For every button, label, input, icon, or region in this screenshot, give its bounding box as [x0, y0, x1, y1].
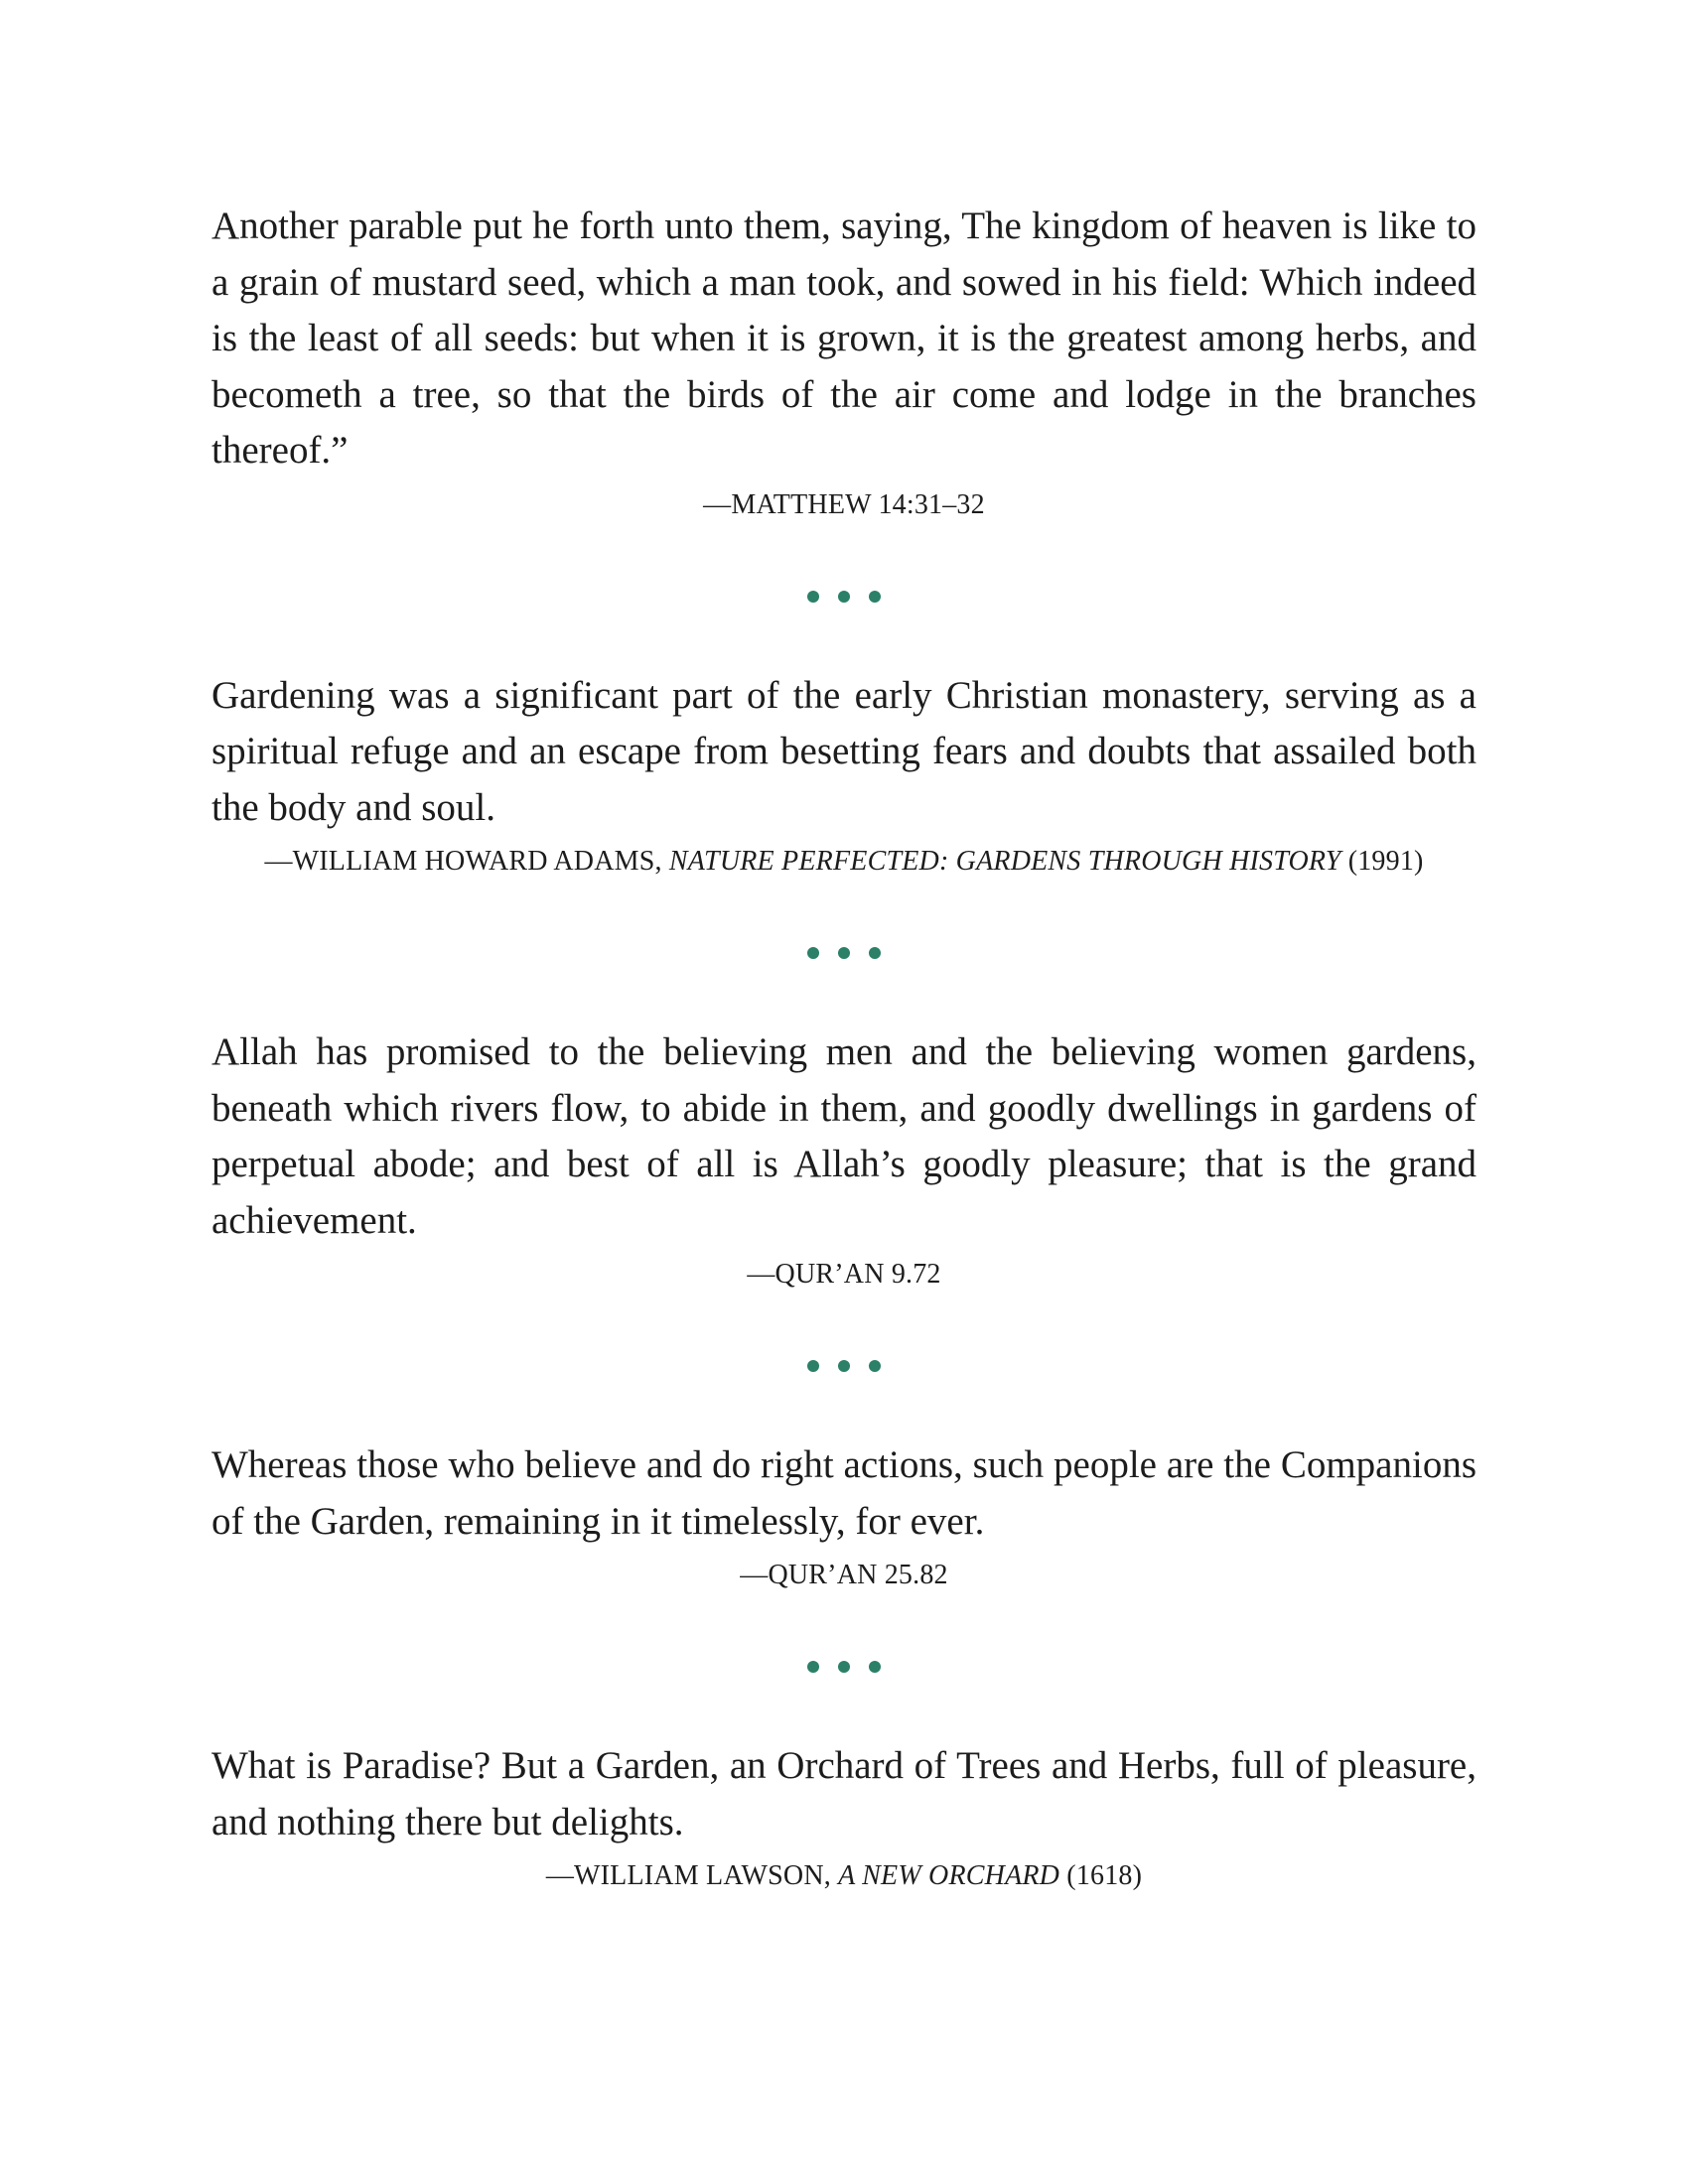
divider-dot-icon — [838, 1360, 850, 1372]
divider-dot-icon — [807, 1661, 819, 1673]
attribution-year: (1618) — [1059, 1860, 1143, 1891]
attribution-author: —WILLIAM LAWSON, — [545, 1860, 839, 1891]
divider-dot-icon — [869, 1661, 881, 1673]
attribution-author: —QUR’AN 9.72 — [747, 1259, 941, 1290]
quote-attribution — [211, 1856, 1477, 1896]
quote-attribution — [211, 842, 1477, 882]
section-divider — [211, 1661, 1477, 1673]
divider-dot-icon — [807, 947, 819, 959]
divider-dot-icon — [869, 591, 881, 603]
attribution-author: —QUR’AN 25.82 — [740, 1560, 948, 1590]
attribution-work: NATURE PERFECTED: GARDENS THROUGH HISTORY — [668, 846, 1341, 877]
divider-dot-icon — [869, 1360, 881, 1372]
attribution-author: —WILLIAM HOWARD ADAMS, — [264, 846, 669, 877]
quote-text: What is Paradise? But a Garden, an Orchard of Trees and Herbs, full of pleasure, and nothing there but delights. — [211, 1744, 1477, 1843]
quote-block-adams — [211, 668, 1477, 883]
section-divider — [211, 591, 1477, 603]
quote-block-quran-9-72 — [211, 1024, 1477, 1295]
divider-dot-icon — [838, 1661, 850, 1673]
divider-dot-icon — [807, 591, 819, 603]
quote-block-matthew — [211, 199, 1477, 525]
divider-dot-icon — [869, 947, 881, 959]
quote-attribution — [211, 1255, 1477, 1295]
quote-text: Gardening was a significant part of the early Christian monastery, serving as a spiritual refuge and an escape from besetting fears and doubts that assailed both the body and soul. — [211, 673, 1477, 829]
section-divider — [211, 947, 1477, 959]
page-content — [211, 199, 1477, 1896]
quote-block-lawson — [211, 1738, 1477, 1896]
quote-text: Whereas those who believe and do right actions, such people are the Companions of the Garden, remaining in it timelessly, for ever. — [211, 1443, 1477, 1543]
section-divider — [211, 1360, 1477, 1372]
divider-dot-icon — [807, 1360, 819, 1372]
attribution-year: (1991) — [1340, 846, 1424, 877]
quote-attribution — [211, 1556, 1477, 1595]
attribution-work: A NEW ORCHARD — [838, 1860, 1060, 1891]
divider-dot-icon — [838, 947, 850, 959]
quote-block-quran-25-82 — [211, 1437, 1477, 1595]
quote-attribution — [211, 485, 1477, 525]
attribution-author: —MATTHEW 14:31–32 — [703, 488, 985, 520]
quote-text: Allah has promised to the believing men and the believing women gardens, beneath which rivers flow, to abide in them, and goodly dwellings in gardens of perpetual abode; and best of all is Allah’s goodly pleasure; that is the grand achievement. — [211, 1030, 1477, 1242]
quote-text: Another parable put he forth unto them, saying, The kingdom of heaven is like to a grain of mustard seed, which a man took, and sowed in his field: Which indeed is the least of all seeds: but when it is grown, it is the greatest among herbs, and becometh a tree, so that the birds of the air come and lodge in the branches thereof.” — [211, 205, 1477, 472]
divider-dot-icon — [838, 591, 850, 603]
